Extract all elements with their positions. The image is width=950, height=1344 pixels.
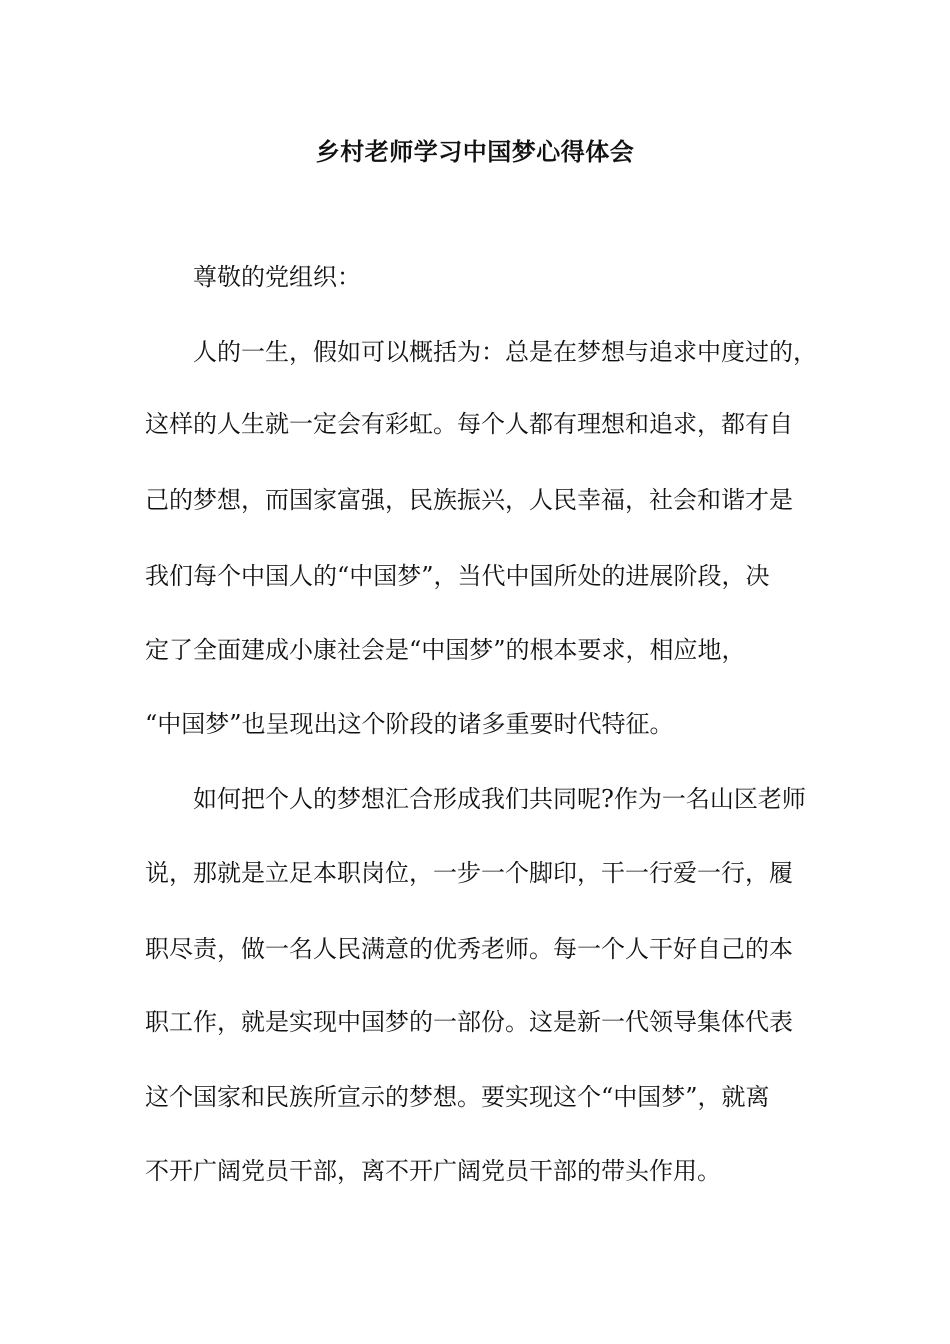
document-title: 乡村老师学习中国梦心得体会 xyxy=(315,137,635,166)
paragraph-line: 定了全面建成小康社会是“中国梦”的根本要求，相应地， xyxy=(145,636,746,664)
paragraph-line: 说，那就是立足本职岗位，一步一个脚印，干一行爱一行，履 xyxy=(145,859,793,887)
paragraph-line: 这样的人生就一定会有彩虹。每个人都有理想和追求，都有自 xyxy=(145,410,793,438)
paragraph-line: 如何把个人的梦想汇合形成我们共同呢?作为一名山区老师 xyxy=(193,785,806,813)
salutation-line: 尊敬的党组织： xyxy=(193,263,361,291)
paragraph-line: 人的一生，假如可以概括为：总是在梦想与追求中度过的， xyxy=(193,338,817,366)
paragraph-line: 职工作，就是实现中国梦的一部份。这是新一代领导集体代表 xyxy=(145,1008,793,1036)
paragraph-line: 我们每个中国人的“中国梦”，当代中国所处的进展阶段，决 xyxy=(145,562,770,590)
paragraph-line: 己的梦想，而国家富强，民族振兴，人民幸福，社会和谐才是 xyxy=(145,486,793,514)
paragraph-line: 职尽责，做一名人民满意的优秀老师。每一个人干好自己的本 xyxy=(145,935,793,963)
paragraph-line: 这个国家和民族所宣示的梦想。要实现这个“中国梦”，就离 xyxy=(145,1083,770,1111)
paragraph-line: “中国梦”也呈现出这个阶段的诸多重要时代特征。 xyxy=(145,710,674,738)
paragraph-line: 不开广阔党员干部，离不开广阔党员干部的带头作用。 xyxy=(145,1157,721,1185)
